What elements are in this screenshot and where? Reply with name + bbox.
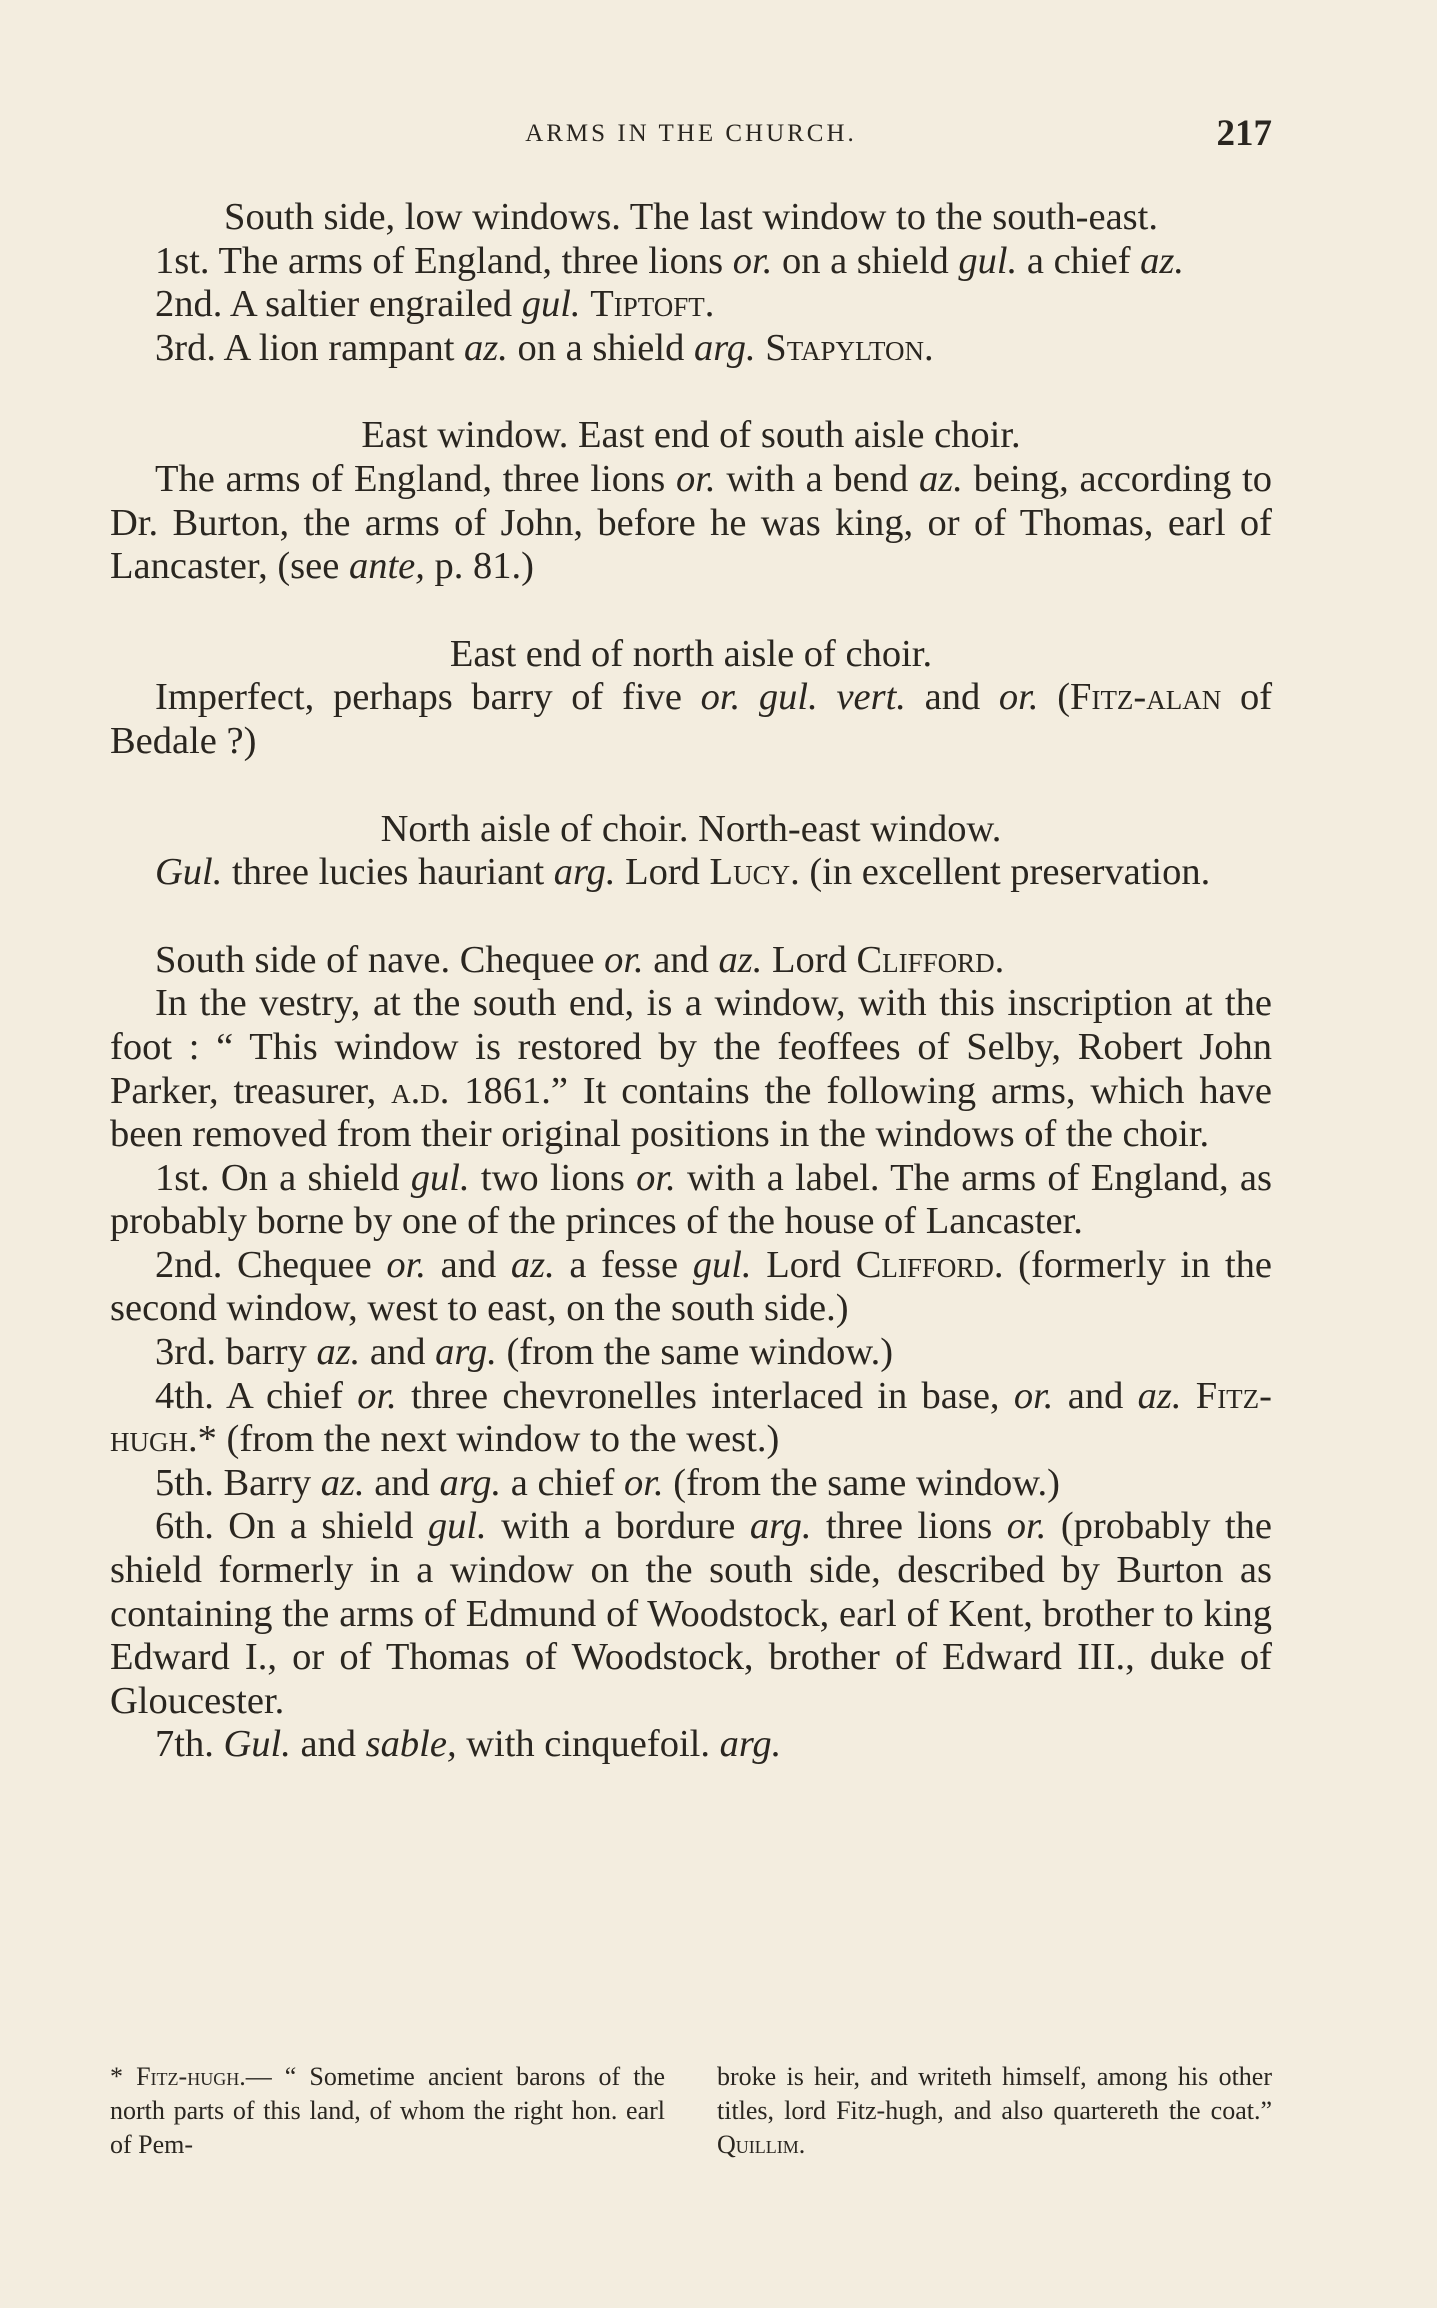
paragraph: Imperfect, perhaps barry of five or. gul. vert. and or. (Fitz-alan of Bedale ?) <box>110 676 1273 762</box>
section-heading-north-east-end: East end of north aisle of choir. <box>449 632 933 675</box>
paragraph: 4th. A chief or. three chevronelles interlaced in base, or. and az. Fitz-hugh.* (from the next window to the west.) <box>110 1374 1272 1461</box>
page-header <box>110 112 1272 162</box>
paragraph: In the vestry, at the south end, is a window, with this inscription at the foot : “ This window is restored by the feoffees of Selby, Robert John Parker, treasurer, a.d. 1861.” It contains the following arms, which have been removed from their original positions in the windows of the choir. <box>110 982 1272 1156</box>
page-number: 217 <box>1216 113 1272 154</box>
paragraph: 5th. Barry az. and arg. a chief or. (from the same window.) <box>155 1461 1060 1504</box>
paragraph: 3rd. A lion rampant az. on a shield arg. Stapylton. <box>155 326 934 369</box>
paragraph: Gul. three lucies hauriant arg. Lord Lucy. (in excellent preservation. <box>155 851 1211 894</box>
footnote <box>110 2060 1272 2162</box>
body-text <box>110 196 1272 1767</box>
footnote-column-left: * Fitz-hugh.— “ Sometime ancient barons of the north parts of this land, of whom the right hon. earl of Pem- <box>110 2062 666 2159</box>
section-heading-north-aisle: North aisle of choir. North-east window. <box>380 807 1002 850</box>
paragraph: 1st. The arms of England, three lions or. on a shield gul. a chief az. <box>155 239 1185 282</box>
paragraph: 1st. On a shield gul. two lions or. with a label. The arms of England, as probably borne by one of the princes of the house of Lancaster. <box>110 1156 1272 1243</box>
footnote-column-right: broke is heir, and writeth himself, among his other titles, lord Fitz-hugh, and also quartereth the coat.” Quillim. <box>717 2062 1272 2159</box>
paragraph: 2nd. Chequee or. and az. a fesse gul. Lord Clifford. (formerly in the second window, west to east, on the south side.) <box>110 1243 1272 1330</box>
section-heading-east-window: East window. East end of south aisle choir. <box>361 414 1021 457</box>
paragraph: 2nd. A saltier engrailed gul. Tiptoft. <box>155 283 715 326</box>
paragraph: 7th. Gul. and sable, with cinquefoil. arg. <box>155 1723 782 1766</box>
running-title: ARMS IN THE CHURCH. <box>525 120 857 147</box>
paragraph: South side of nave. Chequee or. and az. Lord Clifford. <box>155 938 1005 981</box>
paragraph: The arms of England, three lions or. with a bend az. being, according to Dr. Burton, the arms of John, before he was king, or of Thomas, earl of Lancaster, (see ante, p. 81.) <box>110 457 1273 588</box>
paragraph: 6th. On a shield gul. with a bordure arg. three lions or. (probably the shield formerly in a window on the south side, described by Burton as containing the arms of Edmund of Woodstock, earl of Kent, brother to king Edward I., or of Thomas of Woodstock, brother of Edward III., duke of Gloucester. <box>110 1505 1272 1722</box>
section-heading-south-low: South side, low windows. The last window to the south-east. <box>224 196 1158 238</box>
paragraph: 3rd. barry az. and arg. (from the same window.) <box>155 1331 894 1374</box>
